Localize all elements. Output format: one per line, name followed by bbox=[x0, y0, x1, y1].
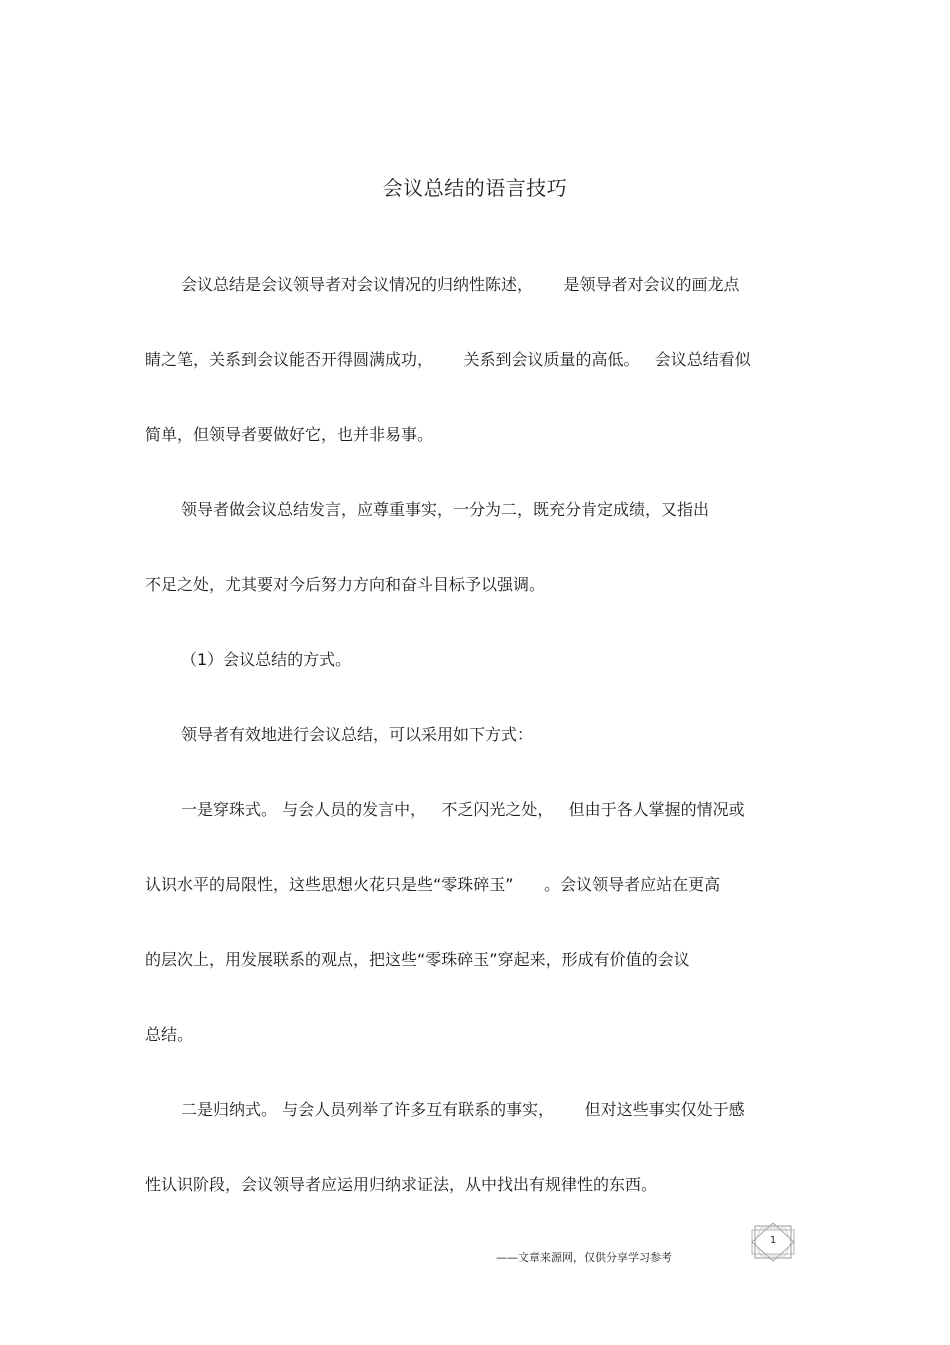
paragraph-4-line-2: 认识水平的局限性，这些思想火花只是些“零珠碎玉” 。会议领导者应站在更高 bbox=[145, 875, 721, 894]
paragraph-5-line-2: 性认识阶段，会议领导者应运用归纳求证法，从中找出有规律性的东西。 bbox=[145, 1175, 658, 1194]
paragraph-5-line-1: 二是归纳式。 与会人员列举了许多互有联系的事实， 但对这些事实仅处于感 bbox=[181, 1100, 745, 1119]
paragraph-2-line-1: 领导者做会议总结发言，应尊重事实，一分为二，既充分肯定成绩，又指出 bbox=[181, 500, 710, 519]
paragraph-4-line-1: 一是穿珠式。 与会人员的发言中， 不乏闪光之处， 但由于各人掌握的情况或 bbox=[181, 800, 745, 819]
paragraph-2-line-2: 不足之处，尤其要对今后努力方向和奋斗目标予以强调。 bbox=[145, 575, 546, 594]
paragraph-1-line-3: 简单，但领导者要做好它，也并非易事。 bbox=[145, 425, 434, 444]
section-heading: （1）会议总结的方式。 bbox=[181, 650, 352, 669]
page-number: 1 bbox=[769, 1235, 777, 1246]
paragraph-4-line-4: 总结。 bbox=[145, 1025, 194, 1044]
page-title: 会议总结的语言技巧 bbox=[382, 176, 568, 200]
paragraph-3-line-1: 领导者有效地进行会议总结，可以采用如下方式： bbox=[181, 725, 534, 744]
paragraph-1-line-2: 睛之笔，关系到会议能否开得圆满成功， 关系到会议质量的高低。 会议总结看似 bbox=[145, 350, 751, 369]
paragraph-1-line-1: 会议总结是会议领导者对会议情况的归纳性陈述， 是领导者对会议的画龙点 bbox=[181, 275, 740, 294]
paragraph-4-line-3: 的层次上，用发展联系的观点，把这些“零珠碎玉”穿起来，形成有价值的会议 bbox=[145, 950, 690, 969]
footer-source-note: ——文章来源网，仅供分享学习参考 bbox=[496, 1251, 672, 1264]
